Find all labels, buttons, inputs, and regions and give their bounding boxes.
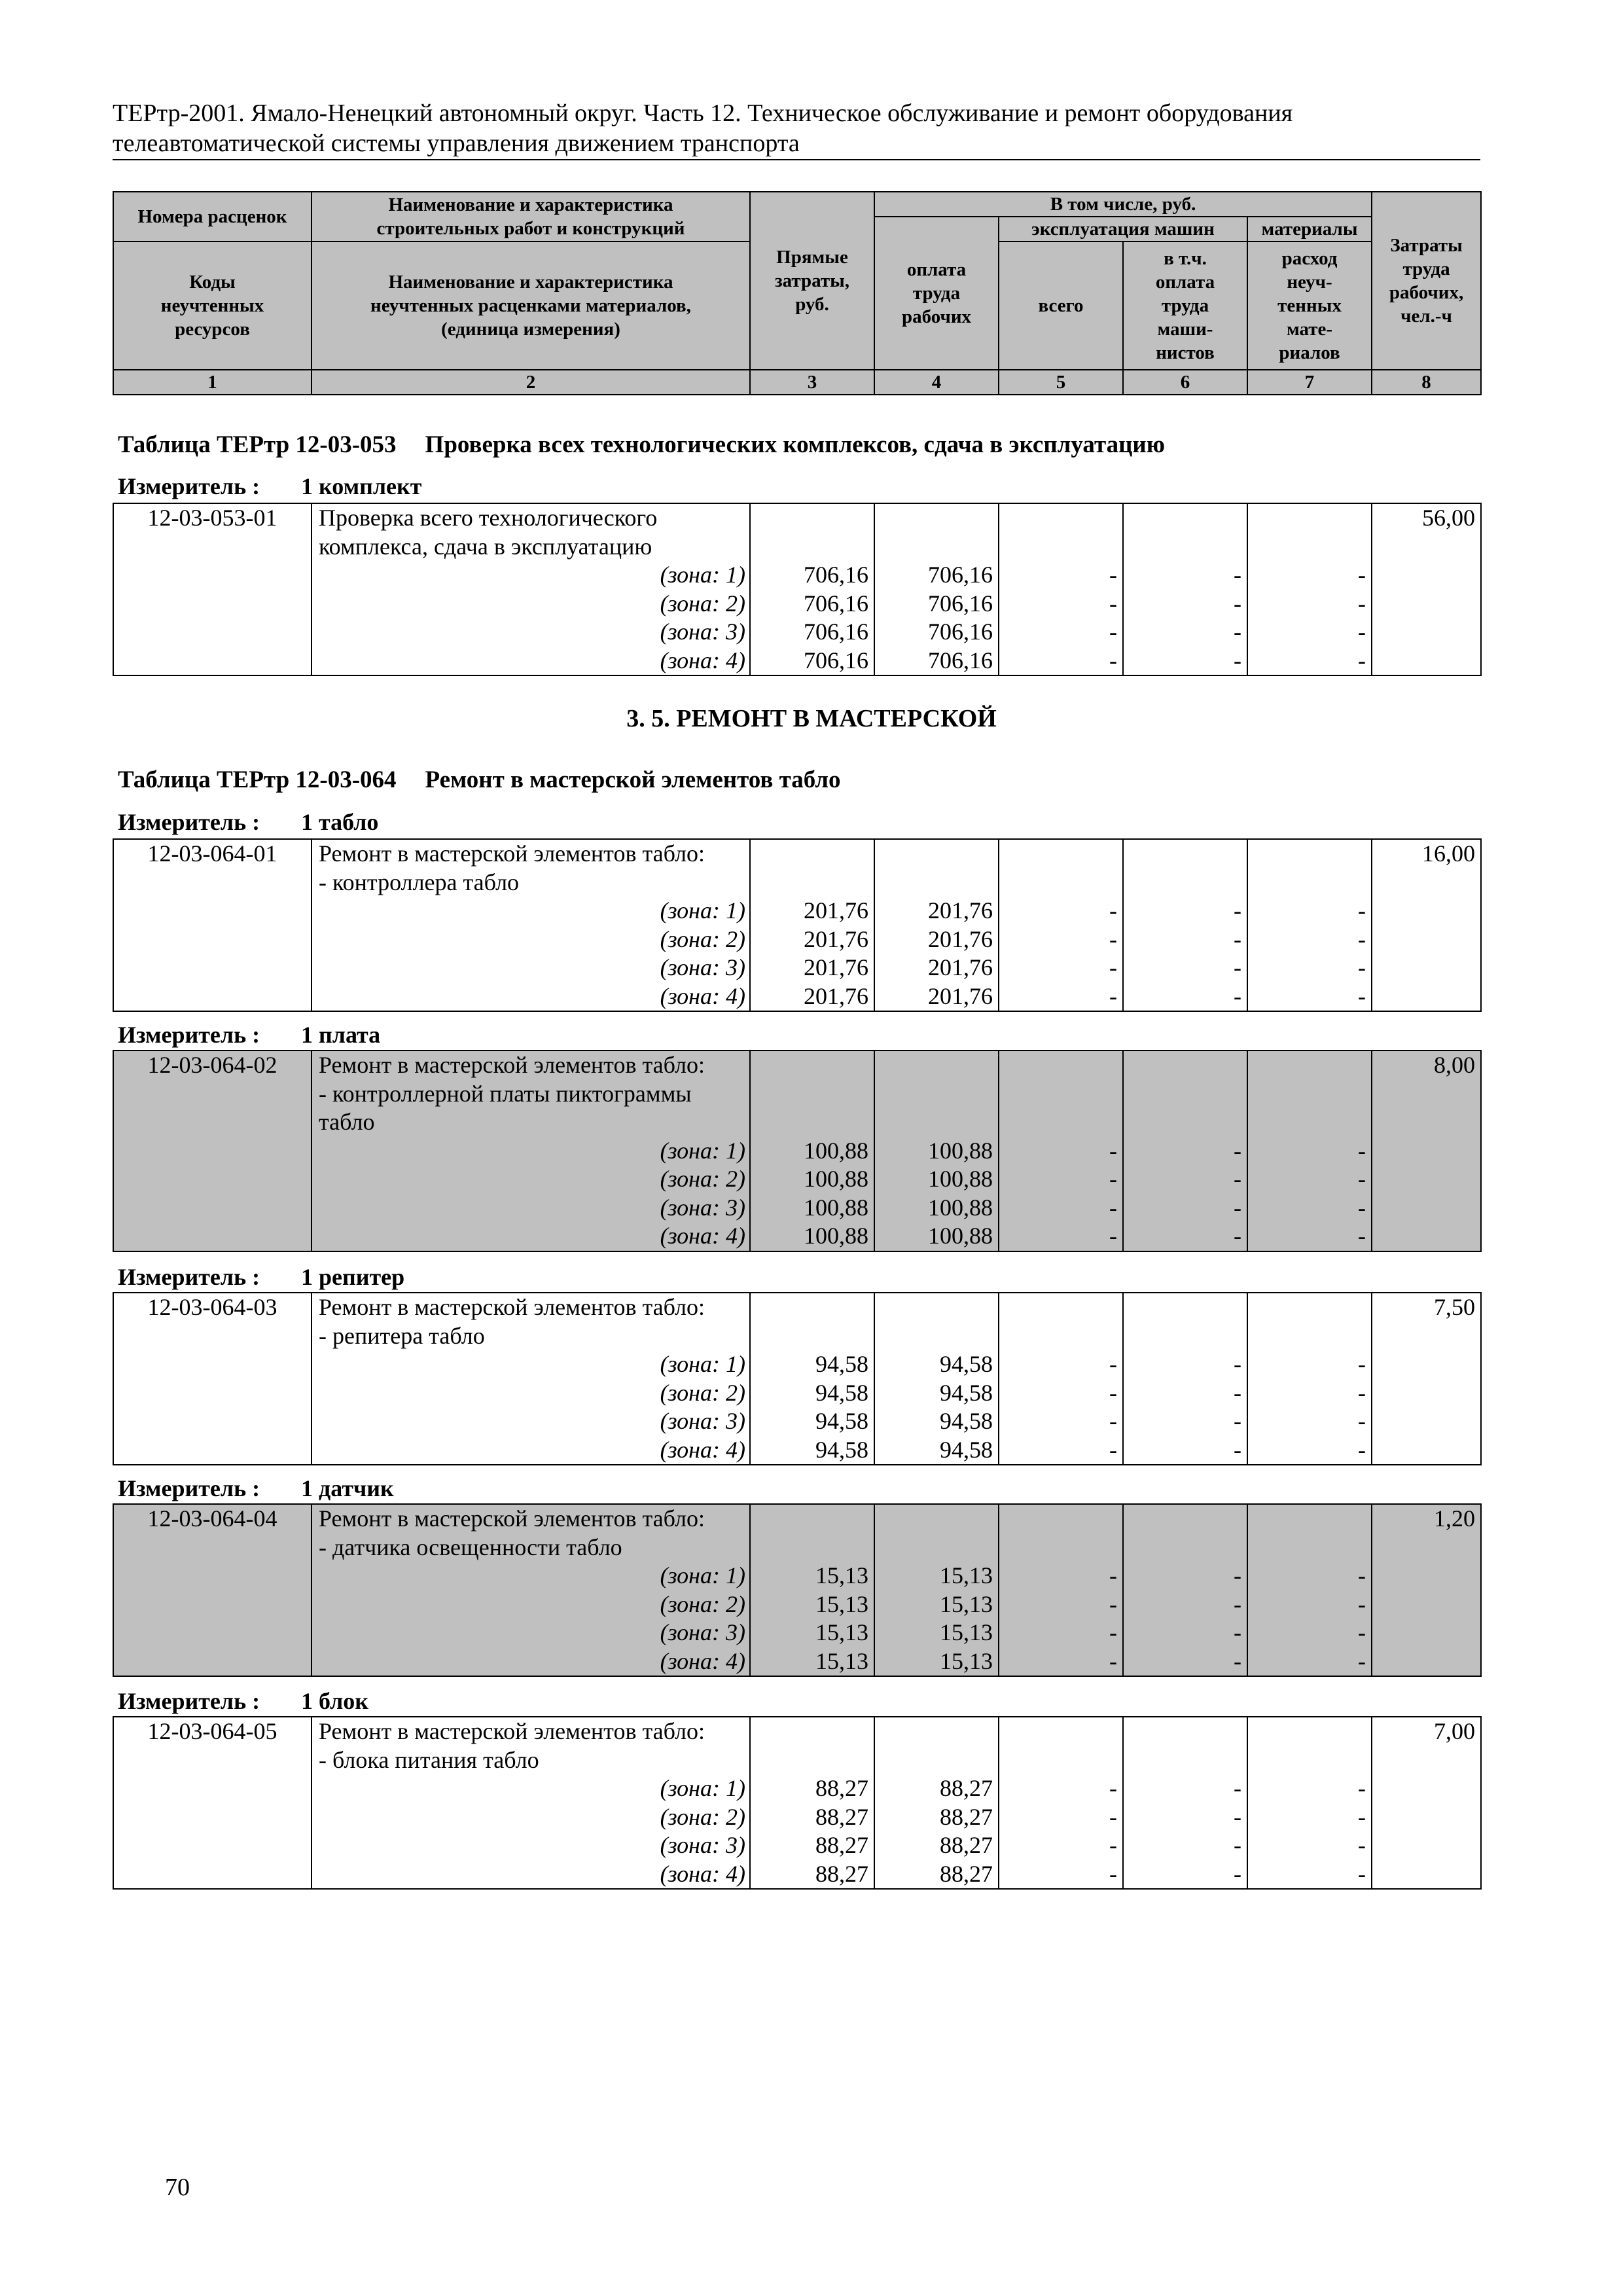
col-header-line: маши- bbox=[1157, 319, 1213, 340]
materials-cell bbox=[1247, 503, 1372, 675]
materials-cell bbox=[1247, 1050, 1372, 1251]
col-header-line: неучтенных расценками материалов, bbox=[370, 295, 691, 316]
machinists-cell bbox=[1123, 1293, 1247, 1465]
machinists-value: - bbox=[1234, 619, 1241, 645]
col-header-materials-usage bbox=[1247, 242, 1372, 370]
rate-row-table bbox=[113, 503, 1482, 676]
rate-row-table bbox=[113, 1292, 1482, 1465]
table-title-code: Таблица ТЕРтр 12-03-064 bbox=[118, 766, 397, 793]
zone-label: (зона: 4) bbox=[660, 982, 745, 1009]
machines-value: - bbox=[1109, 1832, 1117, 1858]
materials-value: - bbox=[1358, 1860, 1366, 1887]
wages-cell bbox=[874, 1717, 999, 1889]
machinists-value: - bbox=[1234, 1408, 1241, 1434]
wages-cell bbox=[874, 1504, 999, 1676]
zone-label: (зона: 3) bbox=[660, 1194, 745, 1221]
col-number: 3 bbox=[750, 370, 874, 395]
direct-costs-value: 201,76 bbox=[804, 897, 868, 924]
materials-value: - bbox=[1358, 1775, 1366, 1801]
materials-cell bbox=[1247, 839, 1372, 1011]
col-header-line: оплата bbox=[1155, 272, 1215, 293]
materials-value: - bbox=[1358, 1351, 1366, 1377]
direct-costs-value: 100,88 bbox=[804, 1223, 868, 1249]
direct-costs-value: 88,27 bbox=[815, 1860, 868, 1887]
direct-costs-value: 94,58 bbox=[815, 1436, 868, 1463]
direct-costs-value: 15,13 bbox=[815, 1619, 868, 1645]
zone-label: (зона: 3) bbox=[660, 1408, 745, 1434]
table-title-text: Проверка всех технологических комплексов, сдача в эксплуатацию bbox=[425, 431, 1166, 458]
machines-value: - bbox=[1109, 954, 1117, 980]
wages-cell bbox=[874, 839, 999, 1011]
col-header-work-name bbox=[312, 192, 750, 242]
measure-label: Измеритель : bbox=[118, 1475, 260, 1501]
materials-cell bbox=[1247, 1293, 1372, 1465]
direct-costs-value: 94,58 bbox=[815, 1351, 868, 1377]
wages-value: 15,13 bbox=[940, 1590, 993, 1617]
measure-value: 1 блок bbox=[301, 1688, 369, 1714]
materials-value: - bbox=[1358, 1137, 1366, 1164]
direct-costs-value: 706,16 bbox=[804, 562, 868, 588]
wages-value: 100,88 bbox=[928, 1166, 993, 1192]
wages-value: 94,58 bbox=[940, 1436, 993, 1463]
col-header-labor-costs bbox=[1372, 192, 1481, 370]
col-number: 2 bbox=[312, 370, 750, 395]
wages-value: 94,58 bbox=[940, 1379, 993, 1406]
labor-cost-cell bbox=[1372, 1504, 1481, 1676]
rate-description bbox=[312, 1293, 750, 1465]
direct-costs-value: 88,27 bbox=[815, 1775, 868, 1801]
wages-value: 15,13 bbox=[940, 1647, 993, 1674]
machines-value: - bbox=[1109, 590, 1117, 617]
col-header-line: чел.-ч bbox=[1400, 306, 1452, 327]
labor-cost-cell bbox=[1372, 1293, 1481, 1465]
machines-cell bbox=[999, 1293, 1123, 1465]
wages-value: 100,88 bbox=[928, 1223, 993, 1249]
materials-value: - bbox=[1358, 897, 1366, 924]
rate-description bbox=[312, 839, 750, 1011]
machines-value: - bbox=[1109, 1436, 1117, 1463]
wages-value: 706,16 bbox=[928, 562, 993, 588]
rate-description-line: Ремонт в мастерской элементов табло: bbox=[319, 1505, 705, 1532]
rate-description-line: Проверка всего технологического bbox=[319, 505, 658, 531]
direct-costs-value: 88,27 bbox=[815, 1832, 868, 1858]
machinists-cell bbox=[1123, 1050, 1247, 1251]
machinists-value: - bbox=[1234, 1194, 1241, 1221]
wages-cell bbox=[874, 1293, 999, 1465]
machines-cell bbox=[999, 839, 1123, 1011]
materials-value: - bbox=[1358, 1223, 1366, 1249]
machinists-cell bbox=[1123, 503, 1247, 675]
col-header-line: тенных bbox=[1277, 295, 1342, 316]
direct-costs-value: 94,58 bbox=[815, 1379, 868, 1406]
direct-costs-value: 201,76 bbox=[804, 982, 868, 1009]
materials-value: - bbox=[1358, 954, 1366, 980]
materials-value: - bbox=[1358, 1619, 1366, 1645]
direct-costs-value: 100,88 bbox=[804, 1166, 868, 1192]
measure-label: Измеритель : bbox=[118, 1264, 260, 1290]
materials-value: - bbox=[1358, 1647, 1366, 1674]
col-header-line: рабочих, bbox=[1389, 282, 1464, 303]
table-title-code: Таблица ТЕРтр 12-03-053 bbox=[118, 431, 397, 458]
machines-value: - bbox=[1109, 1590, 1117, 1617]
machinists-value: - bbox=[1234, 1379, 1241, 1406]
wages-value: 100,88 bbox=[928, 1137, 993, 1164]
direct-costs-cell bbox=[750, 1293, 874, 1465]
zone-label: (зона: 1) bbox=[660, 1137, 745, 1164]
rate-description-line: Ремонт в мастерской элементов табло: bbox=[319, 840, 705, 867]
col-header-line: нистов bbox=[1156, 342, 1215, 363]
labor-cost-value: 7,50 bbox=[1434, 1294, 1475, 1320]
labor-cost-value: 56,00 bbox=[1422, 505, 1475, 531]
machines-value: - bbox=[1109, 1775, 1117, 1801]
zone-label: (зона: 2) bbox=[660, 1590, 745, 1617]
rate-description-line: комплекса, сдача в эксплуатацию bbox=[319, 533, 652, 560]
rate-description-line: табло bbox=[319, 1109, 375, 1135]
machines-value: - bbox=[1109, 982, 1117, 1009]
col-header-line: риалов bbox=[1279, 342, 1340, 363]
materials-value: - bbox=[1358, 1194, 1366, 1221]
machines-value: - bbox=[1109, 1379, 1117, 1406]
machines-cell bbox=[999, 1504, 1123, 1676]
col-header-wages bbox=[874, 217, 999, 370]
zone-label: (зона: 2) bbox=[660, 590, 745, 617]
materials-value: - bbox=[1358, 590, 1366, 617]
col-header-line: руб. bbox=[795, 294, 829, 315]
col-header-line: Прямые bbox=[776, 247, 848, 268]
direct-costs-value: 94,58 bbox=[815, 1408, 868, 1434]
direct-costs-value: 100,88 bbox=[804, 1137, 868, 1164]
rate-description bbox=[312, 503, 750, 675]
col-header-materials-group: материалы bbox=[1247, 217, 1372, 242]
col-header-line: Коды bbox=[189, 272, 236, 293]
col-header-line: труда bbox=[1161, 295, 1209, 316]
machinists-value: - bbox=[1234, 647, 1241, 673]
machinists-value: - bbox=[1234, 1436, 1241, 1463]
rate-description-line: - контроллерной платы пиктограммы bbox=[319, 1080, 692, 1107]
col-header-resource-codes bbox=[113, 242, 312, 370]
direct-costs-cell bbox=[750, 1050, 874, 1251]
running-header bbox=[113, 98, 1480, 158]
col-number: 7 bbox=[1247, 370, 1372, 395]
rate-description-line: - репитера табло bbox=[319, 1322, 485, 1349]
wages-cell bbox=[874, 503, 999, 675]
direct-costs-cell bbox=[750, 503, 874, 675]
measure-value: 1 репитер bbox=[301, 1264, 405, 1290]
zone-label: (зона: 1) bbox=[660, 1351, 745, 1377]
machines-value: - bbox=[1109, 925, 1117, 952]
wages-value: 94,58 bbox=[940, 1351, 993, 1377]
machines-value: - bbox=[1109, 1351, 1117, 1377]
measure-value: 1 табло bbox=[301, 809, 379, 835]
col-number: 1 bbox=[113, 370, 312, 395]
measure-line bbox=[118, 1687, 369, 1715]
rate-description-line: - контроллера табло bbox=[319, 869, 520, 895]
rate-description-line: Ремонт в мастерской элементов табло: bbox=[319, 1294, 705, 1320]
materials-value: - bbox=[1358, 1166, 1366, 1192]
wages-value: 100,88 bbox=[928, 1194, 993, 1221]
machinists-value: - bbox=[1234, 897, 1241, 924]
zone-label: (зона: 2) bbox=[660, 1166, 745, 1192]
rate-code: 12-03-064-05 bbox=[113, 1717, 312, 1889]
wages-value: 88,27 bbox=[940, 1832, 993, 1858]
zone-label: (зона: 1) bbox=[660, 562, 745, 588]
machinists-value: - bbox=[1234, 562, 1241, 588]
wages-value: 201,76 bbox=[928, 954, 993, 980]
materials-value: - bbox=[1358, 1562, 1366, 1588]
col-header-line: Наименование и характеристика bbox=[388, 272, 673, 293]
wages-value: 706,16 bbox=[928, 590, 993, 617]
zone-label: (зона: 4) bbox=[660, 1647, 745, 1674]
wages-cell bbox=[874, 1050, 999, 1251]
wages-value: 15,13 bbox=[940, 1619, 993, 1645]
col-header-line: расход bbox=[1281, 248, 1338, 269]
wages-value: 88,27 bbox=[940, 1775, 993, 1801]
direct-costs-value: 15,13 bbox=[815, 1562, 868, 1588]
machinists-value: - bbox=[1234, 1647, 1241, 1674]
col-header-line: неучтенных bbox=[160, 295, 264, 316]
running-header-line-2: телеавтоматической системы управления движением транспорта bbox=[113, 130, 800, 157]
materials-value: - bbox=[1358, 925, 1366, 952]
direct-costs-value: 706,16 bbox=[804, 619, 868, 645]
machines-cell bbox=[999, 503, 1123, 675]
col-header-line: неуч- bbox=[1287, 272, 1332, 293]
measure-value: 1 комплект bbox=[301, 473, 422, 499]
zone-label: (зона: 2) bbox=[660, 1803, 745, 1830]
zone-label: (зона: 4) bbox=[660, 1860, 745, 1887]
machinists-value: - bbox=[1234, 954, 1241, 980]
machinists-cell bbox=[1123, 1504, 1247, 1676]
machinists-value: - bbox=[1234, 1166, 1241, 1192]
col-number: 8 bbox=[1372, 370, 1481, 395]
machinists-value: - bbox=[1234, 1590, 1241, 1617]
direct-costs-value: 201,76 bbox=[804, 954, 868, 980]
machinists-value: - bbox=[1234, 1775, 1241, 1801]
machines-value: - bbox=[1109, 1223, 1117, 1249]
col-header-line: (единица измерения) bbox=[441, 319, 620, 340]
table-title bbox=[118, 766, 841, 794]
rate-code: 12-03-064-01 bbox=[113, 839, 312, 1011]
machines-value: - bbox=[1109, 647, 1117, 673]
direct-costs-value: 88,27 bbox=[815, 1803, 868, 1830]
wages-value: 201,76 bbox=[928, 897, 993, 924]
labor-cost-cell bbox=[1372, 839, 1481, 1011]
page-number: 70 bbox=[165, 2174, 190, 2201]
materials-value: - bbox=[1358, 1408, 1366, 1434]
zone-label: (зона: 2) bbox=[660, 925, 745, 952]
machines-value: - bbox=[1109, 562, 1117, 588]
col-header-machines-total: всего bbox=[999, 242, 1123, 370]
col-header-line: Наименование и характеристика bbox=[388, 194, 673, 215]
materials-value: - bbox=[1358, 1379, 1366, 1406]
machines-value: - bbox=[1109, 1562, 1117, 1588]
rate-code: 12-03-064-04 bbox=[113, 1504, 312, 1676]
col-header-line: затраты, bbox=[774, 270, 850, 291]
machines-cell bbox=[999, 1050, 1123, 1251]
labor-cost-value: 1,20 bbox=[1434, 1505, 1475, 1532]
direct-costs-value: 201,76 bbox=[804, 925, 868, 952]
measure-label: Измеритель : bbox=[118, 473, 260, 499]
machinists-cell bbox=[1123, 839, 1247, 1011]
table-title-text: Ремонт в мастерской элементов табло bbox=[425, 766, 841, 793]
materials-value: - bbox=[1358, 647, 1366, 673]
wages-value: 201,76 bbox=[928, 982, 993, 1009]
zone-label: (зона: 3) bbox=[660, 1619, 745, 1645]
machinists-value: - bbox=[1234, 1351, 1241, 1377]
col-number: 5 bbox=[999, 370, 1123, 395]
wages-value: 88,27 bbox=[940, 1860, 993, 1887]
machines-value: - bbox=[1109, 1166, 1117, 1192]
measure-line bbox=[118, 1263, 405, 1291]
section-title: 3. 5. РЕМОНТ В МАСТЕРСКОЙ bbox=[626, 705, 997, 732]
measure-label: Измеритель : bbox=[118, 809, 260, 835]
machines-value: - bbox=[1109, 1860, 1117, 1887]
direct-costs-cell bbox=[750, 839, 874, 1011]
machinists-value: - bbox=[1234, 925, 1241, 952]
materials-value: - bbox=[1358, 982, 1366, 1009]
machines-value: - bbox=[1109, 1137, 1117, 1164]
wages-value: 15,13 bbox=[940, 1562, 993, 1588]
col-header-line: оплата bbox=[906, 259, 967, 280]
machines-value: - bbox=[1109, 1647, 1117, 1674]
machines-value: - bbox=[1109, 1408, 1117, 1434]
running-header-line-1: ТЕРтр-2001. Ямало-Ненецкий автономный округ. Часть 12. Техническое обслуживание и ремонт оборудования bbox=[113, 99, 1293, 127]
col-number: 6 bbox=[1123, 370, 1247, 395]
machinists-value: - bbox=[1234, 1223, 1241, 1249]
col-header-line: в т.ч. bbox=[1164, 248, 1207, 269]
zone-label: (зона: 3) bbox=[660, 619, 745, 645]
wages-value: 88,27 bbox=[940, 1803, 993, 1830]
rate-code: 12-03-064-03 bbox=[113, 1293, 312, 1465]
col-header-line: рабочих bbox=[901, 306, 972, 327]
zone-label: (зона: 1) bbox=[660, 897, 745, 924]
zone-label: (зона: 4) bbox=[660, 1436, 745, 1463]
zone-label: (зона: 4) bbox=[660, 647, 745, 673]
materials-value: - bbox=[1358, 1803, 1366, 1830]
materials-value: - bbox=[1358, 1832, 1366, 1858]
machinists-value: - bbox=[1234, 590, 1241, 617]
measure-label: Измеритель : bbox=[118, 1688, 260, 1714]
col-header-direct-costs bbox=[750, 192, 874, 370]
rate-description-line: Ремонт в мастерской элементов табло: bbox=[319, 1718, 705, 1744]
rate-row-table bbox=[113, 1050, 1482, 1252]
wages-value: 706,16 bbox=[928, 647, 993, 673]
materials-value: - bbox=[1358, 619, 1366, 645]
measure-value: 1 плата bbox=[301, 1022, 381, 1048]
materials-cell bbox=[1247, 1717, 1372, 1889]
machinists-value: - bbox=[1234, 1137, 1241, 1164]
rate-row-table bbox=[113, 1503, 1482, 1677]
rate-row-table bbox=[113, 838, 1482, 1012]
labor-cost-value: 8,00 bbox=[1434, 1052, 1475, 1078]
col-header-line: труда bbox=[1402, 259, 1450, 279]
machinists-value: - bbox=[1234, 1562, 1241, 1588]
machines-value: - bbox=[1109, 619, 1117, 645]
measure-line bbox=[118, 808, 379, 836]
wages-value: 94,58 bbox=[940, 1408, 993, 1434]
col-header-line: ресурсов bbox=[175, 319, 250, 340]
labor-cost-cell bbox=[1372, 503, 1481, 675]
col-header-materials-name bbox=[312, 242, 750, 370]
rate-description bbox=[312, 1717, 750, 1889]
machinists-value: - bbox=[1234, 1619, 1241, 1645]
rate-description-line: Ремонт в мастерской элементов табло: bbox=[319, 1052, 705, 1078]
rate-code: 12-03-064-02 bbox=[113, 1050, 312, 1251]
direct-costs-value: 15,13 bbox=[815, 1590, 868, 1617]
rate-row-table bbox=[113, 1716, 1482, 1890]
col-number: 4 bbox=[874, 370, 999, 395]
zone-label: (зона: 3) bbox=[660, 954, 745, 980]
machines-value: - bbox=[1109, 897, 1117, 924]
direct-costs-value: 706,16 bbox=[804, 590, 868, 617]
rate-description-line: - датчика освещенности табло bbox=[319, 1534, 622, 1560]
col-header-line: мате- bbox=[1286, 319, 1333, 340]
materials-value: - bbox=[1358, 1590, 1366, 1617]
direct-costs-value: 100,88 bbox=[804, 1194, 868, 1221]
col-header-machinists-wages bbox=[1123, 242, 1247, 370]
measure-line bbox=[118, 473, 422, 500]
materials-value: - bbox=[1358, 1436, 1366, 1463]
machinists-value: - bbox=[1234, 982, 1241, 1009]
zone-label: (зона: 4) bbox=[660, 1223, 745, 1249]
direct-costs-cell bbox=[750, 1717, 874, 1889]
labor-cost-cell bbox=[1372, 1717, 1481, 1889]
machines-value: - bbox=[1109, 1803, 1117, 1830]
measure-line bbox=[118, 1475, 394, 1502]
rate-description bbox=[312, 1504, 750, 1676]
col-header-line: труда bbox=[912, 283, 961, 304]
zone-label: (зона: 3) bbox=[660, 1832, 745, 1858]
measure-line bbox=[118, 1021, 381, 1049]
column-header-table bbox=[113, 191, 1482, 395]
machinists-value: - bbox=[1234, 1832, 1241, 1858]
direct-costs-value: 706,16 bbox=[804, 647, 868, 673]
col-header-line: Затраты bbox=[1390, 235, 1463, 256]
zone-label: (зона: 1) bbox=[660, 1775, 745, 1801]
machines-value: - bbox=[1109, 1619, 1117, 1645]
direct-costs-cell bbox=[750, 1504, 874, 1676]
header-rule bbox=[113, 159, 1480, 160]
wages-value: 201,76 bbox=[928, 925, 993, 952]
machines-value: - bbox=[1109, 1194, 1117, 1221]
rate-description bbox=[312, 1050, 750, 1251]
zone-label: (зона: 2) bbox=[660, 1379, 745, 1406]
table-title bbox=[118, 431, 1165, 459]
labor-cost-value: 16,00 bbox=[1422, 840, 1475, 867]
col-header-in-total: В том числе, руб. bbox=[874, 192, 1372, 217]
col-header-line: строительных работ и конструкций bbox=[376, 218, 685, 239]
col-header-machines-group: эксплуатация машин bbox=[999, 217, 1247, 242]
machinists-cell bbox=[1123, 1717, 1247, 1889]
rate-code: 12-03-053-01 bbox=[113, 503, 312, 675]
labor-cost-value: 7,00 bbox=[1434, 1718, 1475, 1744]
machines-cell bbox=[999, 1717, 1123, 1889]
materials-cell bbox=[1247, 1504, 1372, 1676]
machinists-value: - bbox=[1234, 1803, 1241, 1830]
zone-label: (зона: 1) bbox=[660, 1562, 745, 1588]
direct-costs-value: 15,13 bbox=[815, 1647, 868, 1674]
wages-value: 706,16 bbox=[928, 619, 993, 645]
col-header-rate-numbers: Номера расценок bbox=[113, 192, 312, 242]
measure-value: 1 датчик bbox=[301, 1475, 394, 1501]
materials-value: - bbox=[1358, 562, 1366, 588]
rate-description-line: - блока питания табло bbox=[319, 1746, 539, 1773]
labor-cost-cell bbox=[1372, 1050, 1481, 1251]
machinists-value: - bbox=[1234, 1860, 1241, 1887]
measure-label: Измеритель : bbox=[118, 1022, 260, 1048]
